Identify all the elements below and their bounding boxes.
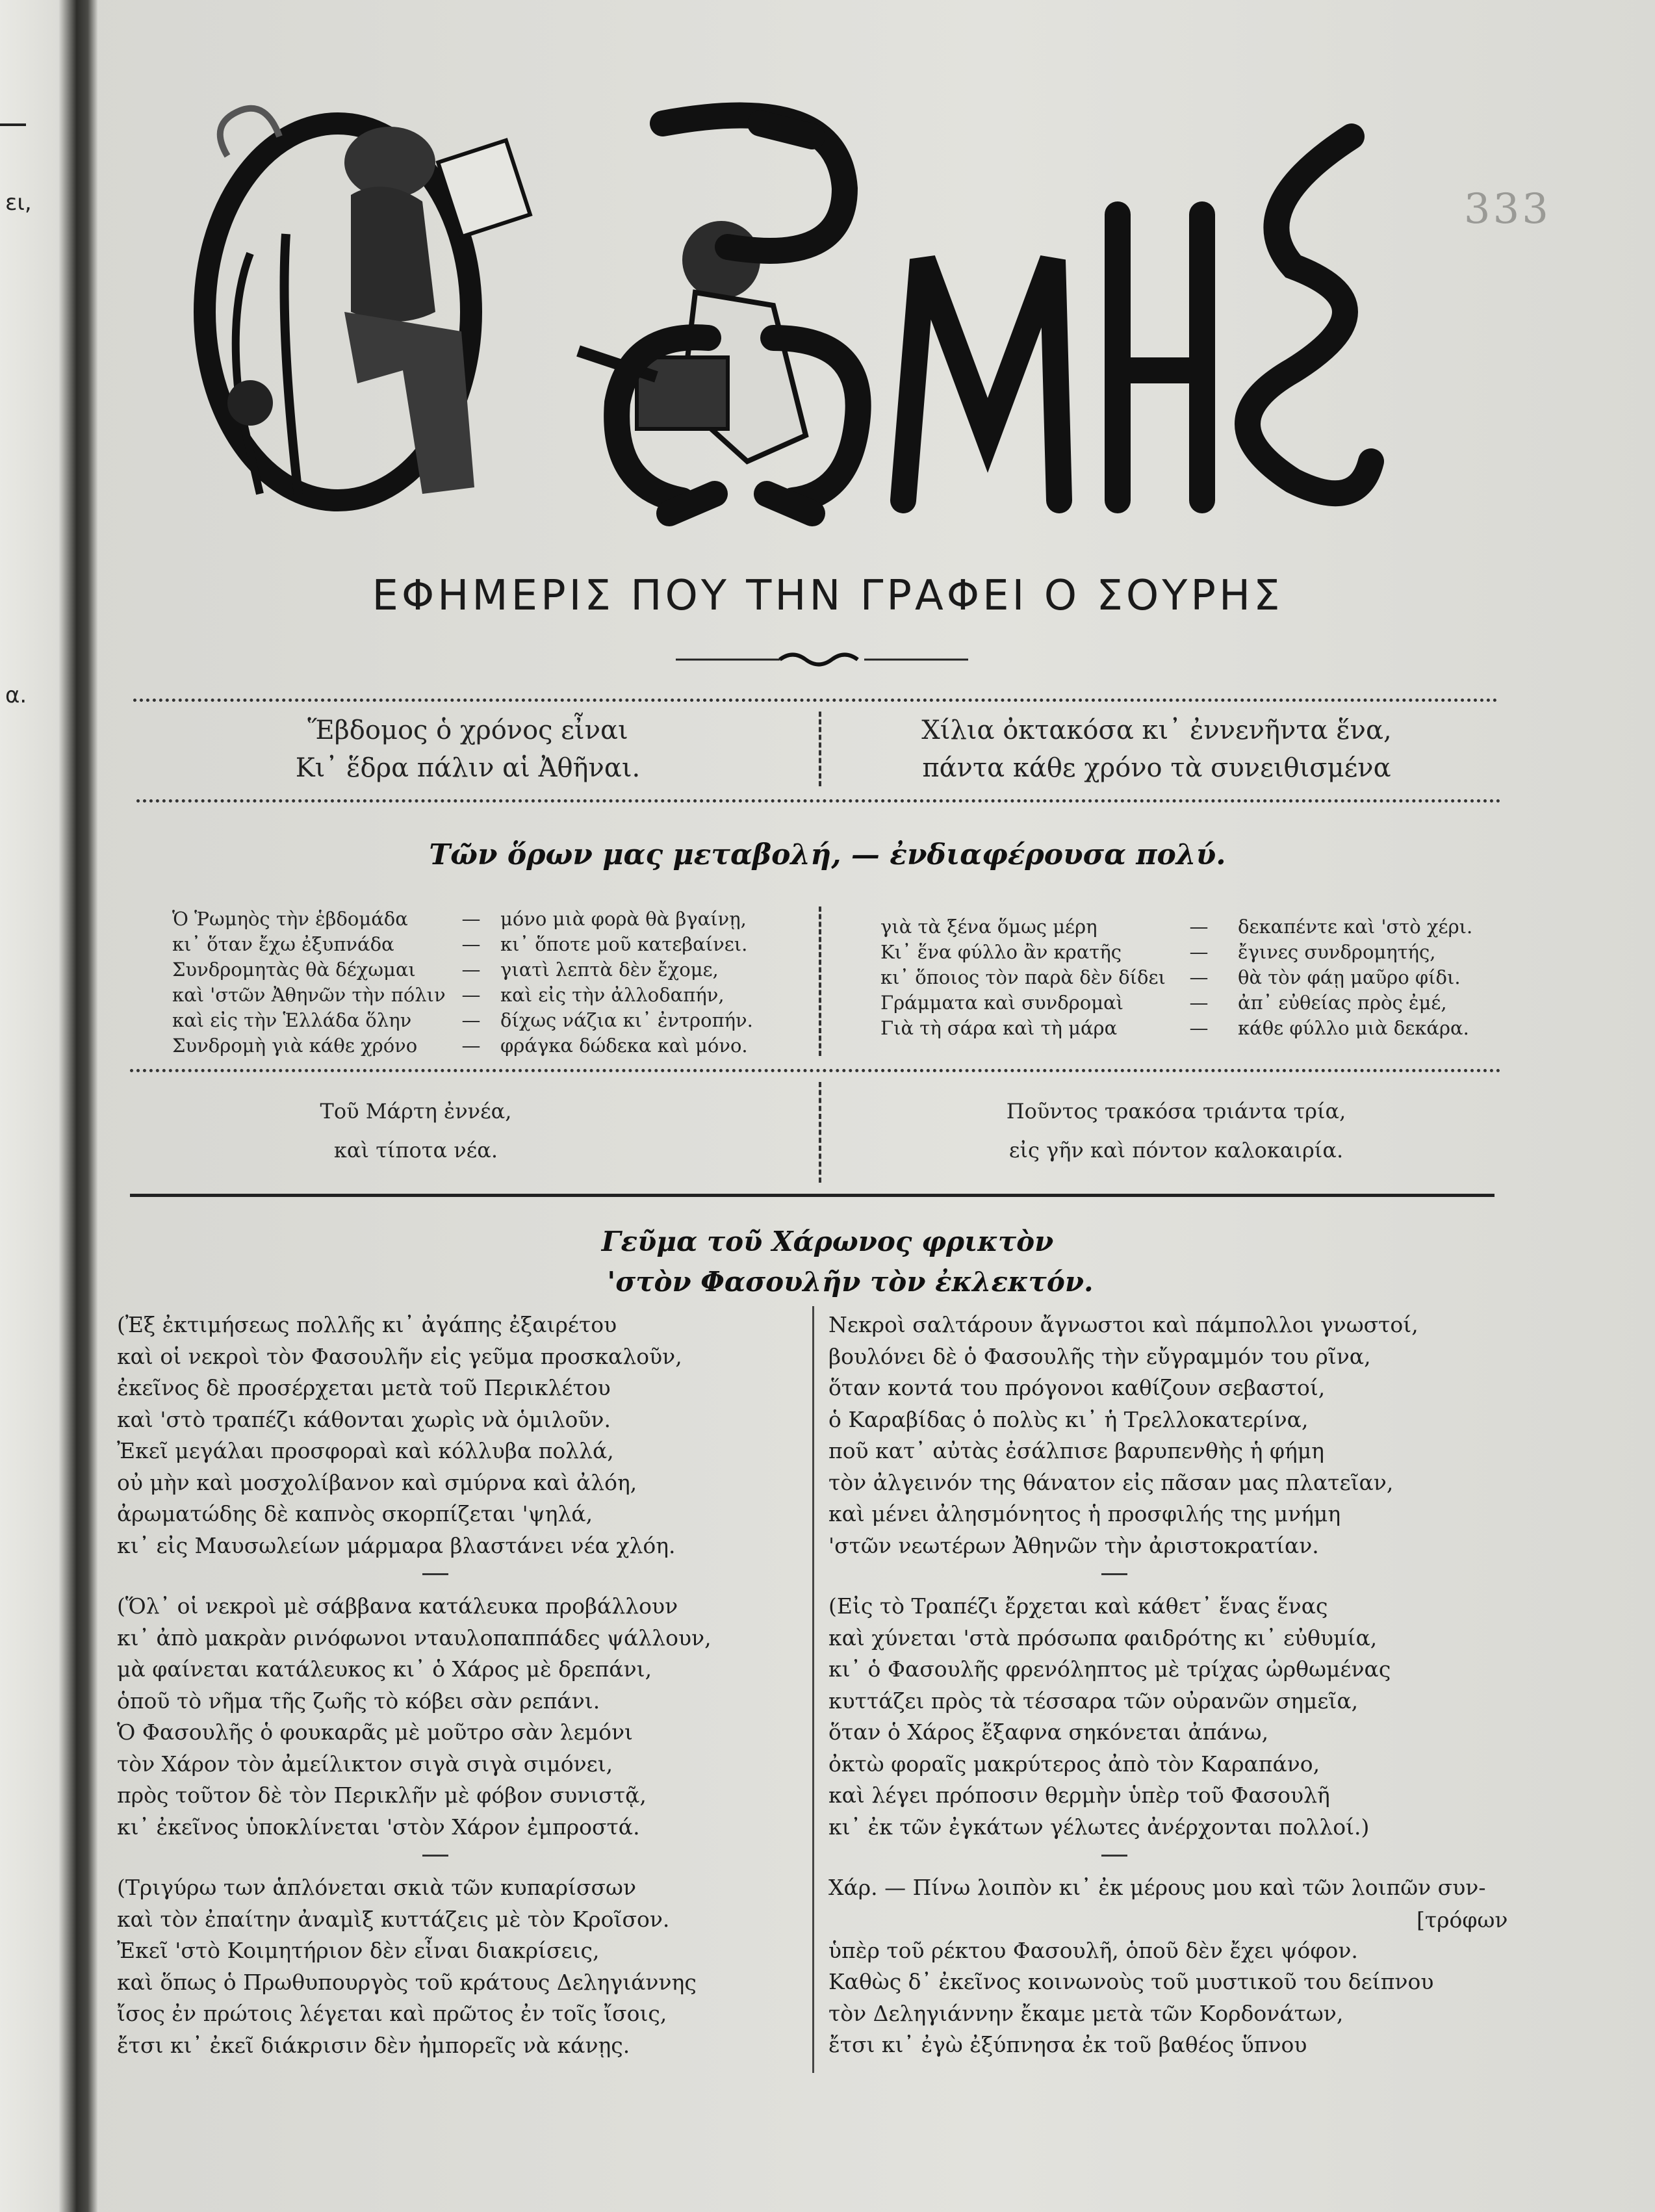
terms-row [172,907,773,932]
dotted-rule [130,1069,1501,1072]
poem-line: (Ἐξ ἐκτιμήσεως πολλῆς κι᾽ ἀγάπης ἐξαιρέτου [117,1312,617,1337]
letter-sigma [1248,136,1371,493]
terms-text: Συνδρομητὰς θὰ δέχωμαι [172,958,416,981]
stanza-divider [422,1855,448,1857]
poem-line: καὶ λέγει πρόποσιν θερμὴν ὑπὲρ τοῦ Φασουλῆ [828,1782,1330,1808]
ornament-flourish [676,647,968,673]
poem-column-right [828,1309,1485,2092]
terms-dash: — [461,1035,481,1057]
couplet-line: Ἕβδομος ὁ χρόνος εἶναι [307,715,628,745]
terms-dash: — [1189,992,1209,1014]
dotted-rule [133,699,1498,702]
poem-column-left [117,1309,712,2092]
solid-rule [130,1194,1495,1197]
poem-line: κι᾽ ὁ Φασουλῆς φρενόληπτος μὲ τρίχας ὠρθωμένας [828,1656,1391,1682]
terms-dash: — [1189,966,1209,988]
couplet-line: Χίλια ὀκτακόσα κι᾽ ἐννενῆντα ἕνα, [921,715,1392,745]
column-separator [819,1082,821,1183]
poem-stanza [117,1872,712,2061]
poem-line: κι᾽ ἀπὸ μακρὰν ρινόφωνοι νταυλοπαππάδες ψάλλουν, [117,1625,712,1651]
poem-line: καὶ οἱ νεκροὶ τὸν Φασουλῆν εἰς γεῦμα προσκαλοῦν, [117,1343,682,1369]
poem-line: κι᾽ ἐκεῖνος ὑποκλίνεται 'στὸν Χάρον ἐμπροστά. [117,1814,640,1840]
poem-stanza [117,1309,712,1562]
poem-line: (Τριγύρω των ἁπλόνεται σκιὰ τῶν κυπαρίσσων [117,1875,637,1900]
couplet-line: Ποῦντος τρακόσα τριάντα τρία, [1006,1099,1346,1124]
column-separator [819,712,821,786]
terms-dash: — [1189,941,1209,963]
poem-line: Ἐκεῖ μεγάλαι προσφοραὶ καὶ κόλλυβα πολλά, [117,1438,614,1463]
terms-text: καὶ εἰς τὴν ἀλλοδαπήν, [500,984,725,1006]
terms-text: καὶ 'στῶν Ἀθηνῶν τὴν πόλιν [172,984,446,1006]
couplet-line: πάντα κάθε χρόνο τὰ συνειθισμένα [922,753,1391,783]
terms-text: Γράμματα καὶ συνδρομαὶ [880,992,1123,1014]
terms-text: δίχως νάζια κι᾽ ἐντροπήν. [500,1009,753,1031]
terms-row [172,957,773,983]
terms-row [172,1033,773,1059]
letter-eta [1118,214,1202,500]
terms-text: ἔγινες συνδρομητής, [1238,941,1436,963]
terms-text: ἀπ᾽ εὐθείας πρὸς ἐμέ, [1238,992,1447,1014]
terms-text: φράγκα δώδεκα καὶ μόνο. [500,1035,748,1057]
terms-row [880,914,1511,940]
couplet-line: Κι᾽ ἕδρα πάλιν αἱ Ἀθῆναι. [295,753,641,783]
poem-line: Χάρ. — Πίνω λοιπὸν κι᾽ ἐκ μέρους μου καὶ τῶν λοιπῶν συν- [828,1875,1486,1900]
poem-line: ποῦ κατ᾽ αὐτὰς ἐσάλπισε βαρυπενθὴς ἡ φήμη [828,1438,1324,1463]
poem-line: Νεκροὶ σαλτάρουν ἄγνωστοι καὶ πάμπολλοι γνωστοί, [828,1312,1418,1337]
terms-row [880,940,1511,965]
terms-dash: — [461,1009,481,1031]
stanza-divider [1101,1573,1127,1575]
poem-stanza [828,1872,1485,2061]
margin-rule [0,123,26,126]
poem-line: ὅταν ὁ Χάρος ἔξαφνα σηκόνεται ἀπάνω, [828,1719,1269,1745]
poem-line: ἔτσι κι᾽ ἐγὼ ἐξύπνησα ἐκ τοῦ βαθέος ὕπνου [828,2032,1307,2057]
top-couplet-left [195,712,741,787]
poem-line: ὁποῦ τὸ νῆμα τῆς ζωῆς τὸ κόβει σὰν ρεπάνι. [117,1688,600,1714]
poem-line: βουλόνει δὲ ὁ Φασουλῆς τὴν εὔγραμμόν του ρῖνα, [828,1343,1371,1369]
poem-line: οὐ μὴν καὶ μοσχολίβανον καὶ σμύρνα καὶ ἀλόη, [117,1469,637,1495]
terms-row [880,965,1511,990]
terms-row [880,1016,1511,1041]
poem-line: ἴσος ἐν πρώτοις λέγεται καὶ πρῶτος ἐν τοῖς ἴσοις, [117,2001,667,2026]
terms-text: κι᾽ ὅποτε μοῦ κατεβαίνει. [500,933,748,955]
poem-stanza [117,1591,712,1843]
poem-line: ἐκεῖνος δὲ προσέρχεται μετὰ τοῦ Περικλέτου [117,1375,611,1400]
subscription-terms-left [172,907,773,1059]
poem-title-line: Γεῦμα τοῦ Χάρωνος φρικτὸν [601,1226,1054,1257]
column-separator [812,1306,814,2073]
stanza-divider [422,1573,448,1575]
column-separator [819,907,821,1056]
masthead-logo [188,97,1488,552]
terms-text: δεκαπέντε καὶ 'στὸ χέρι. [1238,916,1473,938]
terms-text: γιατὶ λεπτὰ δὲν ἔχομε, [500,958,719,981]
terms-text: Συνδρομὴ γιὰ κάθε χρόνο [172,1035,418,1057]
poem-line: καὶ ὅπως ὁ Πρωθυπουργὸς τοῦ κράτους Δεληγιάννης [117,1969,697,1995]
poem-title-line: 'στὸν Φασουλῆν τὸν ἐκλεκτόν. [607,1266,1094,1298]
terms-dash: — [461,984,481,1006]
couplet-line: εἰς γῆν καὶ πόντον καλοκαιρία. [1008,1138,1344,1163]
poem-line: 'στῶν νεωτέρων Ἀθηνῶν τὴν ἀριστοκρατίαν. [828,1532,1319,1558]
poem-line: ὅταν κοντά του πρόγονοι καθίζουν σεβαστοί, [828,1375,1326,1400]
poem-line: καὶ χύνεται 'στὰ πρόσωπα φαιδρότης κι᾽ εὐθυμία, [828,1625,1378,1651]
couplet-line: Τοῦ Μάρτη ἐννέα, [320,1099,512,1124]
poem-title [0,1222,1655,1302]
poem-line: ὁ Καραβίδας ὁ πολὺς κι᾽ ἡ Τρελλοκατερίνα, [828,1406,1309,1432]
terms-heading: Τῶν ὅρων μας μεταβολή, — ἐνδιαφέρουσα πολύ. [429,838,1226,871]
binding-spine [0,0,97,2212]
poem-line: ὀκτὼ φοραῖς μακρύτερος ἀπὸ τὸν Καραπάνο, [828,1751,1320,1777]
terms-text: μόνο μιὰ φορὰ θὰ βγαίνῃ, [500,908,747,930]
stanza-divider [1101,1855,1127,1857]
poem-line: κι᾽ εἰς Μαυσωλείων μάρμαρα βλαστάνει νέα χλόη. [117,1532,676,1558]
poem-line: ἔτσι κι᾽ ἐκεῖ διάκρισιν δὲν ἠμπορεῖς νὰ κάνῃς. [117,2032,630,2058]
terms-text: κι᾽ ὅποιος τὸν παρὰ δὲν δίδει [880,966,1166,988]
terms-row [172,932,773,957]
top-couplet-right [864,712,1449,787]
poem-line: τὸν Δεληγιάννην ἔκαμε μετὰ τῶν Κορδονάτων, [828,2000,1344,2026]
terms-dash: — [1189,916,1209,938]
masthead-subtitle: ΕΦΗΜΕΡΙΣ ΠΟΥ ΤΗΝ ΓΡΑΦΕΙ Ο ΣΟΥΡΗΣ [372,572,1283,620]
poem-line: καὶ τὸν ἐπαίτην ἀναμὶξ κυττάζεις μὲ τὸν Κροῖσον. [117,1906,670,1932]
terms-text: θὰ τὸν φάῃ μαῦρο φίδι. [1238,966,1461,988]
poem-line: (Ὅλ᾽ οἱ νεκροὶ μὲ σάββανα κατάλευκα προβάλλουν [117,1593,678,1619]
letter-mu [903,260,1059,500]
left-margin-fragment: ει, [5,190,32,216]
poem-line: ἀρωματώδης δὲ καπνὸς σκορπίζεται 'ψηλά, [117,1501,593,1526]
subscription-terms-right [880,914,1511,1041]
poem-line: ὑπὲρ τοῦ ρέκτου Φασουλῆ, ὁποῦ δὲν ἔχει ψόφον. [828,1937,1358,1963]
poem-stanza [828,1309,1485,1562]
terms-text: κάθε φύλλο μιὰ δεκάρα. [1238,1017,1469,1039]
terms-dash: — [1189,1017,1209,1039]
terms-dash: — [461,958,481,981]
poem-line: Ὁ Φασουλῆς ὁ φουκαρᾶς μὲ μοῦτρο σὰν λεμόνι [117,1719,633,1745]
couplet-line: καὶ τίποτα νέα. [333,1138,498,1163]
poem-line: κυττάζει πρὸς τὰ τέσσαρα τῶν οὐρανῶν σημεῖα, [828,1688,1359,1714]
date-couplet-right [897,1092,1456,1170]
terms-text: Κι᾽ ἕνα φύλλο ἂν κρατῆς [880,941,1122,963]
poem-line: πρὸς τοῦτον δὲ τὸν Περικλῆν μὲ φόβον συνιστᾷ, [117,1782,647,1808]
terms-dash: — [461,908,481,930]
line-overhang: [τρόφων [1417,1907,1508,1933]
poem-line: Καθὼς δ᾽ ἐκεῖνος κοινωνοὺς τοῦ μυστικοῦ του δείπνου [828,1969,1434,1994]
poem-line: (Εἰς τὸ Τραπέζι ἔρχεται καὶ κάθετ᾽ ἕνας ἕνας [828,1593,1328,1619]
terms-text: κι᾽ ὅταν ἔχω ἐξυπνάδα [172,933,394,955]
poem-line: τὸν ἀλγεινόν της θάνατον εἰς πᾶσαν μας πλατεῖαν, [828,1469,1394,1495]
poem-stanza [828,1591,1485,1843]
poem-line: καὶ 'στὸ τραπέζι κάθονται χωρὶς νὰ ὁμιλοῦν. [117,1406,611,1432]
terms-row [172,1008,773,1033]
poem-line: καὶ μένει ἀλησμόνητος ἡ προσφιλής της μνήμη [828,1501,1341,1526]
poem-line: Ἐκεῖ 'στὸ Κοιμητήριον δὲν εἶναι διακρίσεις, [117,1938,600,1963]
left-margin-fragment: α. [5,682,27,708]
poem-line: κι᾽ ἐκ τῶν ἐγκάτων γέλωτες ἀνέρχονται πολλοί.) [828,1814,1370,1840]
terms-row [172,983,773,1008]
terms-text: καὶ εἰς τὴν Ἑλλάδα ὅλην [172,1009,412,1031]
dotted-rule [136,799,1501,803]
date-couplet-left [195,1092,637,1170]
handwritten-page-number: 333 [1463,185,1551,233]
terms-text: γιὰ τὰ ξένα ὅμως μέρη [880,916,1097,938]
poem-line: μὰ φαίνεται κατάλευκος κι᾽ ὁ Χάρος μὲ δρεπάνι, [117,1656,652,1682]
terms-text: Ὁ Ῥωμηὸς τὴν ἑβδομάδα [172,908,408,930]
terms-dash: — [461,933,481,955]
poem-line: τὸν Χάρον τὸν ἀμείλικτον σιγὰ σιγὰ σιμόνει, [117,1751,613,1777]
line-gap [828,1904,1485,1935]
terms-text: Γιὰ τὴ σάρα καὶ τὴ μάρα [880,1017,1118,1039]
terms-row [880,990,1511,1016]
